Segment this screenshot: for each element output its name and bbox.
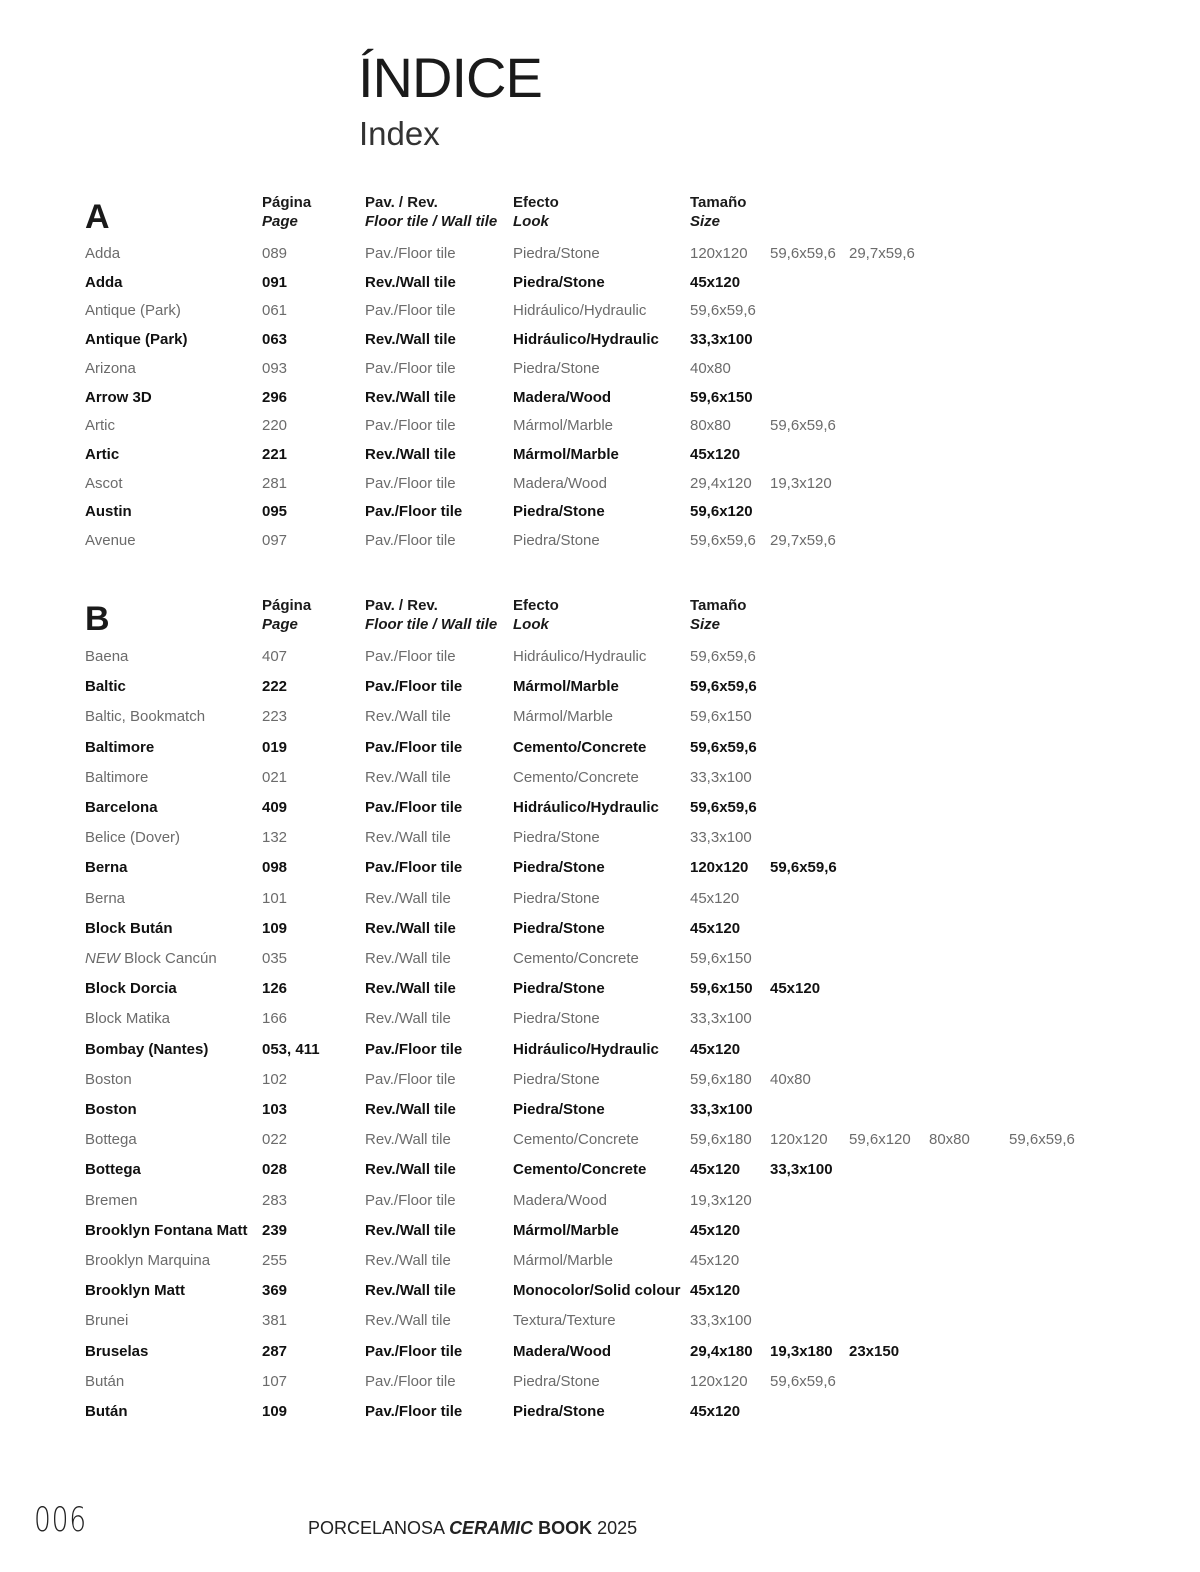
row-collection-name: Boston: [85, 1101, 137, 1118]
row-tile-type: Rev./Wall tile: [365, 273, 456, 291]
header-size-es: Tamaño: [690, 597, 747, 614]
row-page-number: 061: [262, 302, 288, 320]
row-page-number: 093: [262, 359, 288, 377]
row-size: 59,6x150: [690, 950, 752, 967]
row-page-number: 132: [262, 829, 288, 847]
row-look: Textura/Texture: [513, 1312, 616, 1330]
index-row: [0, 856, 1200, 880]
header-type-en: Floor tile / Wall tile: [365, 616, 498, 633]
index-row: [0, 947, 1200, 971]
row-page-number: 019: [262, 738, 288, 756]
index-row: [0, 736, 1200, 760]
row-look: Piedra/Stone: [513, 1372, 600, 1390]
row-look: Monocolor/Solid colour: [513, 1282, 681, 1300]
row-page-number: 063: [262, 331, 288, 349]
row-page-number: 028: [262, 1161, 288, 1179]
row-look: Piedra/Stone: [513, 245, 600, 262]
row-collection-name: Block Matika: [85, 1010, 171, 1028]
row-collection-name: Baltimore: [85, 768, 149, 786]
row-size: 80x80: [690, 417, 731, 435]
index-row: [0, 242, 1200, 266]
row-size: 80x80: [929, 1131, 970, 1149]
row-collection-name: Arrow 3D: [85, 388, 152, 406]
row-page-number: 089: [262, 245, 288, 262]
row-size: 59,6x59,6: [770, 417, 836, 435]
row-tile-type: Pav./Floor tile: [365, 1342, 463, 1360]
index-row: [0, 357, 1200, 381]
page-title: ÍNDICE: [358, 46, 542, 109]
header-size-en: Size: [690, 616, 721, 633]
row-tile-type: Pav./Floor tile: [365, 1403, 463, 1420]
row-collection-name: Bombay (Nantes): [85, 1040, 209, 1058]
index-row: [0, 1370, 1200, 1394]
row-collection-name: Bruselas: [85, 1342, 149, 1360]
footer-product-italic: CERAMIC: [449, 1518, 534, 1538]
row-size: 33,3x100: [690, 768, 752, 786]
index-row: [0, 472, 1200, 496]
row-page-number: 126: [262, 980, 288, 998]
index-row: [0, 1098, 1200, 1122]
row-size: 45x120: [690, 919, 741, 937]
row-page-number: 220: [262, 417, 288, 435]
row-size: 59,6x59,6: [690, 648, 756, 665]
row-tile-type: Rev./Wall tile: [365, 1221, 456, 1239]
row-collection-name: Bután: [85, 1403, 128, 1420]
index-row: [0, 977, 1200, 1001]
row-size: 45x120: [690, 273, 741, 291]
row-look: Cemento/Concrete: [513, 950, 639, 967]
column-header-size: [690, 193, 746, 231]
index-row: [0, 1007, 1200, 1031]
row-page-number: 109: [262, 919, 288, 937]
row-collection-name: Baltic, Bookmatch: [85, 708, 206, 726]
header-size-en: Size: [690, 213, 721, 230]
row-size: 33,3x100: [690, 1312, 752, 1330]
header-look-es: Efecto: [513, 194, 559, 211]
column-header-size: [690, 596, 746, 634]
row-tile-type: Pav./Floor tile: [365, 859, 463, 877]
row-collection-name: Berna: [85, 859, 128, 877]
row-size: 40x80: [770, 1070, 811, 1088]
header-type-es: Pav. / Rev.: [365, 597, 438, 614]
row-tile-type: Rev./Wall tile: [365, 889, 451, 907]
index-row: [0, 1309, 1200, 1333]
row-size: 59,6x59,6: [690, 738, 757, 756]
row-collection-name: Berna: [85, 889, 126, 907]
row-tile-type: Rev./Wall tile: [365, 445, 456, 463]
row-size: 59,6x180: [690, 1131, 752, 1149]
row-size: 59,6x180: [690, 1070, 752, 1088]
row-page-number: 022: [262, 1131, 288, 1149]
row-tile-type: Rev./Wall tile: [365, 829, 451, 847]
index-row: [0, 1158, 1200, 1182]
index-row: [0, 887, 1200, 911]
header-page-es: Página: [262, 597, 312, 614]
row-collection-name: Bottega: [85, 1131, 137, 1149]
row-collection-name: Bottega: [85, 1161, 141, 1179]
row-look: Cemento/Concrete: [513, 1131, 639, 1149]
row-size: 19,3x180: [770, 1342, 833, 1360]
row-page-number: 223: [262, 708, 288, 726]
row-size: 33,3x100: [690, 829, 752, 847]
row-page-number: 091: [262, 273, 288, 291]
row-page-number: 369: [262, 1282, 288, 1300]
row-size: 40x80: [690, 359, 731, 377]
row-size: 120x120: [770, 1131, 828, 1149]
row-size: 59,6x150: [690, 708, 752, 726]
row-tile-type: Rev./Wall tile: [365, 1010, 451, 1028]
row-page-number: 101: [262, 889, 288, 907]
row-look: Madera/Wood: [513, 474, 607, 492]
column-header-page: [262, 596, 311, 634]
row-look: Piedra/Stone: [513, 919, 605, 937]
row-look: Hidráulico/Hydraulic: [513, 1040, 659, 1058]
row-size: 120x120: [690, 245, 748, 262]
header-look-en: Look: [513, 616, 549, 633]
row-collection-name: Block Bután: [85, 919, 173, 937]
index-row: [0, 1249, 1200, 1273]
row-size: 45x120: [690, 1403, 741, 1420]
row-look: Cemento/Concrete: [513, 768, 639, 786]
row-page-number: 053, 411: [262, 1040, 320, 1058]
row-look: Piedra/Stone: [513, 980, 605, 998]
row-size: 45x120: [690, 1221, 741, 1239]
index-row: [0, 529, 1200, 553]
column-header-look: [513, 596, 559, 634]
row-tile-type: Pav./Floor tile: [365, 503, 463, 521]
row-collection-name: Artic: [85, 417, 115, 435]
section-letter: B: [85, 600, 110, 638]
row-page-number: 107: [262, 1372, 288, 1390]
row-size: 33,3x100: [690, 1101, 753, 1118]
row-tile-type: Rev./Wall tile: [365, 919, 456, 937]
index-row: [0, 766, 1200, 790]
index-row: [0, 386, 1200, 410]
row-tile-type: Pav./Floor tile: [365, 302, 456, 320]
footer-brand-line: [308, 1516, 637, 1540]
index-row: [0, 826, 1200, 850]
row-tile-type: Pav./Floor tile: [365, 648, 456, 665]
row-page-number: 095: [262, 503, 288, 521]
header-type-en: Floor tile / Wall tile: [365, 213, 498, 230]
row-tile-type: Rev./Wall tile: [365, 1161, 456, 1179]
index-row: [0, 1279, 1200, 1303]
row-tile-type: Rev./Wall tile: [365, 1312, 451, 1330]
row-tile-type: Rev./Wall tile: [365, 1101, 456, 1118]
row-size: 59,6x59,6: [770, 245, 836, 262]
index-row: [0, 1189, 1200, 1213]
row-page-number: 407: [262, 648, 288, 665]
row-size: 59,6x150: [690, 980, 753, 998]
header-type-es: Pav. / Rev.: [365, 194, 438, 211]
row-tile-type: Pav./Floor tile: [365, 799, 463, 816]
row-size: 29,4x180: [690, 1342, 753, 1360]
new-tag: NEW: [85, 950, 120, 967]
row-size: 33,3x100: [770, 1161, 833, 1179]
row-look: Madera/Wood: [513, 388, 612, 406]
row-size: 59,6x59,6: [770, 859, 837, 877]
row-size: 29,7x59,6: [770, 532, 836, 549]
index-row: [0, 1340, 1200, 1364]
row-size: 59,6x59,6: [690, 302, 756, 320]
index-row: [0, 500, 1200, 524]
header-look-es: Efecto: [513, 597, 559, 614]
row-collection-name: Boston: [85, 1070, 132, 1088]
index-row: [0, 1068, 1200, 1092]
row-tile-type: Pav./Floor tile: [365, 417, 456, 435]
row-size: 33,3x100: [690, 331, 753, 349]
index-row: [0, 414, 1200, 438]
row-look: Hidráulico/Hydraulic: [513, 331, 659, 349]
row-page-number: 222: [262, 678, 288, 696]
row-tile-type: Pav./Floor tile: [365, 738, 463, 756]
row-look: Piedra/Stone: [513, 829, 600, 847]
section-letter: A: [85, 198, 110, 236]
row-tile-type: Pav./Floor tile: [365, 1191, 456, 1209]
row-page-number: 239: [262, 1221, 288, 1239]
row-collection-name: Brooklyn Marquina: [85, 1252, 211, 1269]
footer-brand: PORCELANOSA: [308, 1518, 445, 1538]
row-collection-name: Avenue: [85, 532, 136, 549]
row-page-number: 102: [262, 1070, 288, 1088]
row-tile-type: Pav./Floor tile: [365, 474, 456, 492]
index-row: [0, 917, 1200, 941]
row-look: Piedra/Stone: [513, 1101, 605, 1118]
row-look: Mármol/Marble: [513, 678, 619, 696]
row-look: Madera/Wood: [513, 1191, 607, 1209]
footer-product-bold: BOOK: [538, 1518, 593, 1538]
row-tile-type: Rev./Wall tile: [365, 1131, 451, 1149]
index-row: [0, 1400, 1200, 1424]
row-collection-name: Ascot: [85, 474, 123, 492]
row-tile-type: Rev./Wall tile: [365, 331, 456, 349]
row-collection-name: Adda: [85, 245, 121, 262]
row-size: 45x120: [690, 445, 741, 463]
row-size: 45x120: [770, 980, 821, 998]
header-page-es: Página: [262, 194, 312, 211]
row-look: Hidráulico/Hydraulic: [513, 648, 647, 665]
row-tile-type: Rev./Wall tile: [365, 768, 451, 786]
row-size: 59,6x59,6: [1009, 1131, 1075, 1149]
row-tile-type: Rev./Wall tile: [365, 1282, 456, 1300]
row-tile-type: Pav./Floor tile: [365, 678, 463, 696]
row-size: 59,6x120: [690, 503, 753, 521]
row-page-number: 166: [262, 1010, 288, 1028]
row-collection-name: Baltic: [85, 678, 126, 696]
row-page-number: 035: [262, 950, 288, 967]
row-collection-name: Bután: [85, 1372, 125, 1390]
row-size: 59,6x59,6: [690, 532, 756, 549]
footer-year: 2025: [597, 1518, 638, 1538]
column-header-type: [365, 193, 497, 231]
row-page-number: 296: [262, 388, 288, 406]
row-size: 45x120: [690, 1282, 741, 1300]
row-tile-type: Pav./Floor tile: [365, 1372, 456, 1390]
row-look: Piedra/Stone: [513, 1403, 605, 1420]
row-size: 59,6x150: [690, 388, 753, 406]
row-tile-type: Pav./Floor tile: [365, 245, 456, 262]
row-look: Mármol/Marble: [513, 417, 614, 435]
row-page-number: 103: [262, 1101, 288, 1118]
row-size: 45x120: [690, 1252, 740, 1269]
row-look: Cemento/Concrete: [513, 738, 647, 756]
row-size: 45x120: [690, 1161, 741, 1179]
row-page-number: 221: [262, 445, 288, 463]
row-look: Mármol/Marble: [513, 708, 614, 726]
row-size: 59,6x59,6: [690, 678, 757, 696]
header-page-en: Page: [262, 616, 298, 633]
row-page-number: 109: [262, 1403, 288, 1420]
row-look: Piedra/Stone: [513, 532, 600, 549]
index-row: [0, 328, 1200, 352]
index-row: [0, 796, 1200, 820]
row-size: 59,6x59,6: [690, 799, 757, 816]
index-row: [0, 271, 1200, 295]
row-collection-name: Arizona: [85, 359, 136, 377]
page-number: 006: [34, 1500, 87, 1540]
row-collection-name: Bremen: [85, 1191, 138, 1209]
row-tile-type: Rev./Wall tile: [365, 388, 456, 406]
row-look: Piedra/Stone: [513, 1070, 600, 1088]
row-look: Hidráulico/Hydraulic: [513, 302, 647, 320]
header-size-es: Tamaño: [690, 194, 747, 211]
row-tile-type: Rev./Wall tile: [365, 980, 456, 998]
column-header-look: [513, 193, 559, 231]
index-row: [0, 299, 1200, 323]
row-collection-name: Belice (Dover): [85, 829, 181, 847]
index-row: [0, 443, 1200, 467]
row-tile-type: Rev./Wall tile: [365, 950, 451, 967]
row-size: 45x120: [690, 1040, 741, 1058]
row-collection-name: Block Dorcia: [85, 980, 177, 998]
page-subtitle: Index: [359, 115, 440, 152]
row-look: Mármol/Marble: [513, 1221, 619, 1239]
row-size: 45x120: [690, 889, 740, 907]
row-size: 29,4x120: [690, 474, 752, 492]
row-tile-type: Rev./Wall tile: [365, 1252, 451, 1269]
row-collection-name: Artic: [85, 445, 120, 463]
row-size: 29,7x59,6: [849, 245, 915, 262]
row-collection-name: Brooklyn Fontana Matt: [85, 1221, 248, 1239]
row-look: Mármol/Marble: [513, 445, 619, 463]
row-tile-type: Pav./Floor tile: [365, 1070, 456, 1088]
row-collection-name: Antique (Park): [85, 302, 181, 320]
row-collection-name: Baltimore: [85, 738, 155, 756]
row-look: Piedra/Stone: [513, 273, 605, 291]
header-page-en: Page: [262, 213, 298, 230]
row-look: Piedra/Stone: [513, 359, 600, 377]
row-size: 59,6x120: [849, 1131, 911, 1149]
index-row: [0, 1038, 1200, 1062]
row-page-number: 409: [262, 799, 288, 816]
row-collection-name: Brooklyn Matt: [85, 1282, 186, 1300]
row-look: Piedra/Stone: [513, 859, 605, 877]
row-tile-type: Pav./Floor tile: [365, 532, 456, 549]
row-tile-type: Rev./Wall tile: [365, 708, 451, 726]
row-collection-name: Austin: [85, 503, 132, 521]
row-size: 19,3x120: [690, 1191, 752, 1209]
row-look: Mármol/Marble: [513, 1252, 614, 1269]
index-row: [0, 645, 1200, 669]
row-page-number: 381: [262, 1312, 288, 1330]
row-size: 33,3x100: [690, 1010, 752, 1028]
row-size: 120x120: [690, 859, 749, 877]
row-look: Piedra/Stone: [513, 889, 600, 907]
row-look: Piedra/Stone: [513, 503, 605, 521]
row-look: Piedra/Stone: [513, 1010, 600, 1028]
row-collection-name: Brunei: [85, 1312, 129, 1330]
row-tile-type: Pav./Floor tile: [365, 1040, 463, 1058]
index-row: [0, 675, 1200, 699]
row-size: 19,3x120: [770, 474, 832, 492]
row-size: 59,6x59,6: [770, 1372, 836, 1390]
row-page-number: 287: [262, 1342, 288, 1360]
row-page-number: 281: [262, 474, 288, 492]
index-row: [0, 1219, 1200, 1243]
row-collection-name: Baena: [85, 648, 129, 665]
row-tile-type: Pav./Floor tile: [365, 359, 456, 377]
column-header-type: [365, 596, 497, 634]
index-row: [0, 705, 1200, 729]
row-collection-name: NEW Block Cancún: [85, 950, 217, 967]
header-look-en: Look: [513, 213, 549, 230]
row-page-number: 283: [262, 1191, 288, 1209]
row-page-number: 021: [262, 768, 288, 786]
row-page-number: 255: [262, 1252, 288, 1269]
row-size: 120x120: [690, 1372, 748, 1390]
row-collection-name: Antique (Park): [85, 331, 188, 349]
row-collection-name: Barcelona: [85, 799, 158, 816]
column-header-page: [262, 193, 311, 231]
row-size: 23x150: [849, 1342, 900, 1360]
row-collection-name: Adda: [85, 273, 123, 291]
row-look: Cemento/Concrete: [513, 1161, 647, 1179]
row-look: Hidráulico/Hydraulic: [513, 799, 659, 816]
row-look: Madera/Wood: [513, 1342, 612, 1360]
row-page-number: 097: [262, 532, 288, 549]
index-row: [0, 1128, 1200, 1152]
row-page-number: 098: [262, 859, 288, 877]
